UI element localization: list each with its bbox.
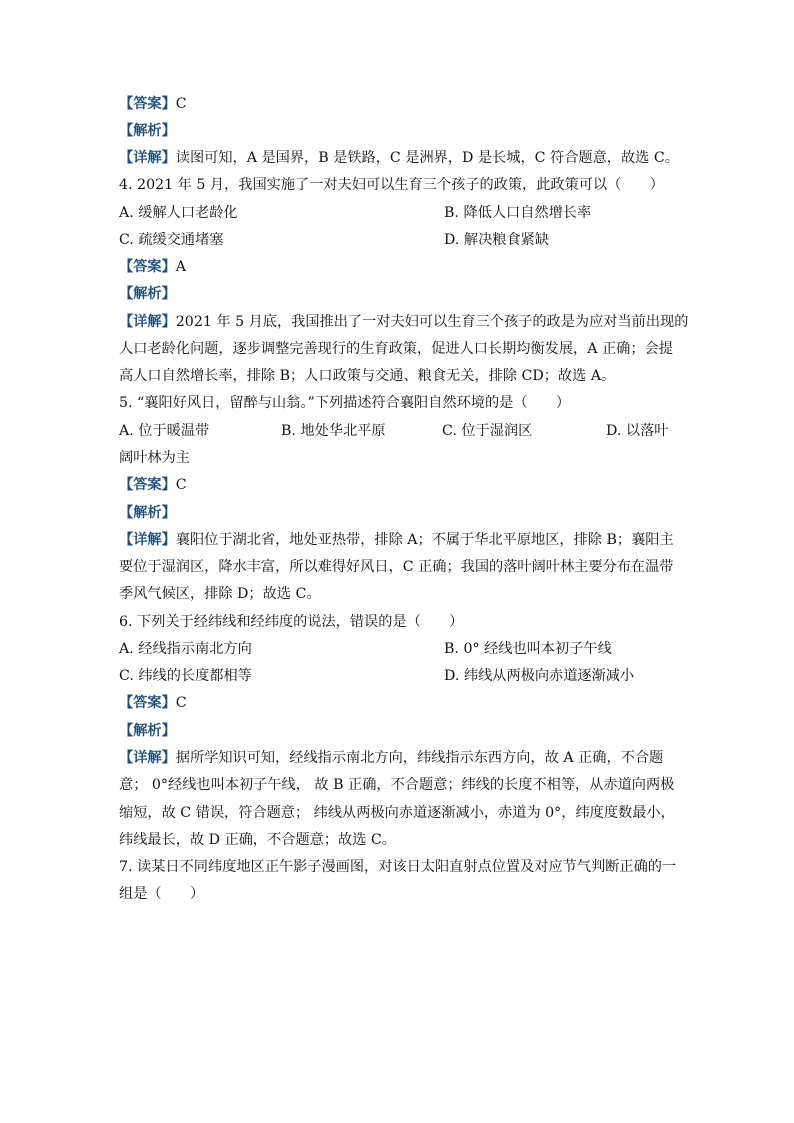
q4-stem: 4. 2021 年 5 月，我国实施了一对夫妇可以生育三个孩子的政策，此政策可以（ ）: [119, 177, 664, 193]
q7-stem-line-2: 组是（ ）: [119, 886, 205, 902]
analysis-label: 【解析】: [119, 286, 176, 302]
q5-detail-line-1: [119, 527, 679, 553]
answer-label: 【答案】: [119, 477, 176, 493]
q4-option-c: C. 疏缓交通堵塞: [119, 232, 224, 248]
q6-detail-line-3: 缩短，故 C 错误，符合题意； 纬线从两极向赤道逐渐减小，赤道为 0°，纬度度数最小，: [119, 805, 675, 821]
q5-option-c: C. 位于湿润区: [442, 423, 533, 439]
q3-answer-line: [119, 91, 679, 117]
analysis-label: 【解析】: [119, 123, 176, 139]
q4-detail-line-1: [119, 309, 689, 335]
detail-label: 【详解】: [119, 532, 176, 548]
q6-detail-line-1: [119, 745, 679, 771]
q4-detail-text-1: 2021 年 5 月底，我国推出了一对夫妇可以生育三个孩子的政是为应对当前出现的: [175, 314, 689, 330]
q6-option-d: D. 纬线从两极向赤道逐渐减小: [444, 668, 635, 684]
q6-analysis-line: [119, 718, 679, 744]
q7-stem-line-1: 7. 读某日不同纬度地区正午影子漫画图，对该日太阳直射点位置及对应节气判断正确的一: [119, 859, 677, 875]
detail-label: 【详解】: [119, 150, 176, 166]
q3-detail-line: [119, 145, 679, 171]
analysis-label: 【解析】: [119, 723, 176, 739]
q6-options-row-2: [119, 663, 679, 689]
q4-option-b: B. 降低人口自然增长率: [444, 205, 592, 221]
answer-label: 【答案】: [119, 96, 176, 112]
q4-option-d: D. 解决粮食紧缺: [444, 232, 550, 248]
q5-detail-line-3: 季风气候区，排除 D；故选 C。: [119, 586, 321, 602]
q5-option-d-continued: 阔叶林为主: [119, 450, 190, 466]
q4-options-row-1: [119, 200, 679, 226]
q5-options-row: [119, 418, 679, 444]
q6-detail-text-1: 据所学知识可知，经线指示南北方向，纬线指示东西方向，故 A 正确，不合题: [175, 750, 664, 766]
detail-label: 【详解】: [119, 750, 176, 766]
q5-option-b: B. 地处华北平原: [281, 423, 386, 439]
q6-option-a: A. 经线指示南北方向: [119, 641, 252, 657]
q6-options-row-1: [119, 636, 679, 662]
q4-detail-line-2: 人口老龄化问题，逐步调整完善现行的生育政策，促进人口长期均衡发展，A 正确；会提: [119, 341, 673, 357]
q5-option-a: A. 位于暖温带: [119, 423, 210, 439]
q5-detail-text-1: 襄阳位于湖北省，地处亚热带，排除 A；不属于华北平原地区，排除 B；襄阳主: [175, 532, 674, 548]
q6-stem: 6. 下列关于经纬线和经纬度的说法，错误的是（ ）: [119, 614, 464, 630]
q4-detail-line-3: 高人口自然增长率，排除 B；人口政策与交通、粮食无关，排除 CD；故选 A。: [119, 368, 616, 384]
answer-label: 【答案】: [119, 695, 176, 711]
detail-label: 【详解】: [119, 314, 176, 330]
q4-answer: A: [175, 259, 187, 275]
q6-answer: C: [175, 695, 187, 711]
q6-option-b: B. 0° 经线也叫本初子午线: [444, 641, 612, 657]
q5-answer-line: [119, 472, 679, 498]
q5-answer: C: [175, 477, 187, 493]
q5-stem: 5. “襄阳好风日，留醉与山翁。”下列描述符合襄阳自然环境的是（ ）: [119, 395, 571, 411]
q6-answer-line: [119, 690, 679, 716]
q3-answer: C: [175, 96, 187, 112]
q4-answer-line: [119, 254, 679, 280]
q5-analysis-line: [119, 500, 679, 526]
q3-analysis-line: [119, 118, 679, 144]
q6-option-c: C. 纬线的长度都相等: [119, 668, 252, 684]
q6-detail-line-4: 纬线最长，故 D 正确，不合题意；故选 C。: [119, 832, 396, 848]
q5-option-d: D. 以落叶: [606, 423, 669, 439]
q4-options-row-2: [119, 227, 679, 253]
answer-label: 【答案】: [119, 259, 176, 275]
q3-detail: 读图可知，A 是国界，B 是铁路，C 是洲界，D 是长城，C 符合题意，故选 C。: [175, 150, 679, 166]
q6-detail-line-2: 意； 0°经线也叫本初子午线， 故 B 正确，不合题意；纬线的长度不相等，从赤道向两极: [119, 777, 675, 793]
q4-analysis-line: [119, 281, 679, 307]
q5-detail-line-2: 要位于湿润区，降水丰富，所以难得好风日，C 正确；我国的落叶阔叶林主要分布在温带: [119, 559, 674, 575]
q4-option-a: A. 缓解人口老龄化: [119, 205, 238, 221]
analysis-label: 【解析】: [119, 505, 176, 521]
